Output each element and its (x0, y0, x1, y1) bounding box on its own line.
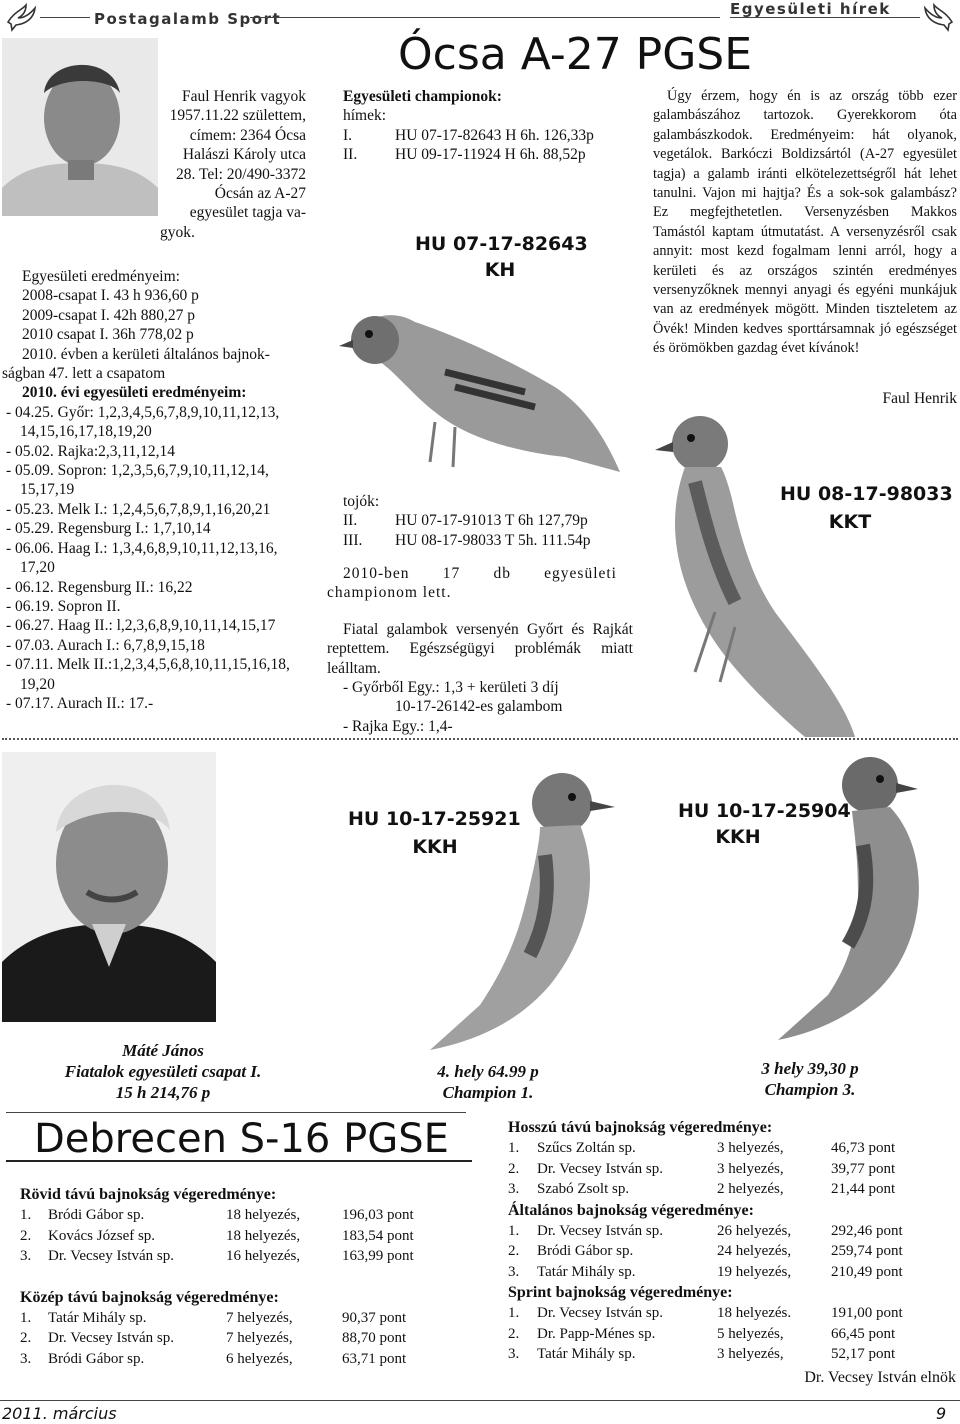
champion-text: HU 07-17-82643 H 6h. 126,33p (395, 126, 594, 144)
tojok-label: tojók: (343, 493, 380, 510)
results-table (508, 1303, 903, 1365)
caption-bird3 (395, 1061, 581, 1103)
pigeon-photo-25904 (658, 745, 958, 1045)
young-birds-text: Fiatal galambok versenyén Győrt és Rajkát reptettem. Egészségügyi problémák miatt leálltam. (327, 621, 633, 677)
results-table (20, 1308, 406, 1370)
points-cell: 196,03 pont (342, 1207, 414, 1223)
place-cell: 5 helyezés, (717, 1325, 784, 1342)
place-cell: 3 helyezés, (717, 1160, 784, 1177)
champions-heading: Egyesületi championok: (343, 88, 502, 105)
rank-cell: 2. (20, 1227, 32, 1244)
header-rule-right (730, 17, 920, 18)
section-heading: Rövid távú bajnokság végeredménye: (20, 1186, 277, 1203)
name-cell: Dr. Vecsey István sp. (537, 1305, 663, 1321)
results-line: ságban 47. lett a csapatom (2, 365, 166, 383)
results-line: 2010 csapat I. 36h 778,02 p (22, 326, 194, 344)
bird1-ring-label: HU 07-17-82643 (415, 233, 588, 255)
year-result: - 07.17. Aurach II.: 17.- (6, 694, 154, 712)
champion-row (343, 145, 633, 164)
year-result: - 06.27. Haag II.: l,2,3,6,8,9,10,11,14,15,17 (6, 617, 276, 635)
points-cell: 66,45 pont (831, 1325, 896, 1342)
caption-line: 15 h 214,76 p (115, 1083, 211, 1102)
caption-bird4 (717, 1058, 903, 1100)
points-cell: 259,74 pont (831, 1243, 903, 1259)
table-row (508, 1179, 895, 1200)
caption-mate-janos (40, 1040, 286, 1103)
rank-cell: 3. (508, 1181, 520, 1197)
intro-line: 28. Tel: 20/490-3372 (176, 165, 306, 183)
table-row (508, 1138, 895, 1159)
club-title-ocsa: Ócsa A-27 PGSE (398, 29, 753, 80)
bird1-sex-label: KH (484, 259, 516, 281)
name-cell: Tatár Mihály sp. (48, 1309, 147, 1326)
table-row (508, 1241, 903, 1262)
name-cell: Kovács József sp. (48, 1227, 156, 1244)
place-cell: 18 helyezés, (226, 1227, 301, 1244)
points-cell: 292,46 pont (831, 1222, 903, 1239)
rank-cell: 3. (20, 1350, 32, 1367)
table-row (20, 1328, 406, 1349)
section-heading: Sprint bajnokság végeredménye: (508, 1284, 733, 1301)
points-cell: 63,71 pont (342, 1350, 407, 1367)
intro-line: gyok. (160, 223, 195, 241)
rank: III. (343, 531, 363, 549)
year-result: - 04.25. Győr: 1,2,3,4,5,6,7,8,9,10,11,12,13, 14,15,16,17,18,19,20 (6, 403, 280, 441)
intro-line: egyesület tagja va- (189, 204, 306, 222)
year-result: - 06.12. Regensburg II.: 16,22 (6, 578, 193, 596)
page-number: 9 (936, 1404, 947, 1423)
champion-text: HU 09-17-11924 H 6h. 88,52p (395, 146, 586, 164)
club-results (2, 267, 308, 713)
intro-line: Faul Henrik vagyok (182, 88, 306, 105)
caption-line: Champion 3. (764, 1080, 856, 1099)
year-results-heading: 2010. évi egyesületi eredményeim: (22, 384, 247, 402)
dove-logo-right-icon (922, 2, 956, 32)
place-cell: 7 helyezés, (226, 1330, 293, 1346)
issue-date: 2011. március (2, 1404, 117, 1423)
debrecen-left-results (20, 1184, 414, 1369)
name-cell: Tatár Mihály sp. (537, 1346, 636, 1362)
name-cell: Szűcs Zoltán sp. (537, 1140, 636, 1156)
bird4-sex-label: KKH (715, 826, 761, 848)
debrecen-right-results (508, 1117, 903, 1365)
champion-text: HU 07-17-91013 T 6h 127,79p (395, 512, 588, 530)
name-cell: Dr. Vecsey István sp. (537, 1160, 663, 1177)
place-cell: 19 helyezés, (717, 1263, 792, 1280)
name-cell: Dr. Vecsey István sp. (48, 1330, 174, 1346)
pigeon-photo-25921 (330, 745, 630, 1055)
bird2-sex-label: KKT (828, 511, 872, 533)
place-cell: 26 helyezés, (717, 1222, 792, 1239)
bird3-sex-label: KKH (412, 836, 458, 858)
portrait-faul-henrik (2, 38, 158, 216)
header-rule (40, 17, 90, 18)
intro-text (160, 87, 306, 242)
rank-cell: 1. (508, 1140, 520, 1156)
results-table (508, 1138, 895, 1200)
intro-line: 1957.11.22 születtem, (169, 107, 306, 125)
rank-cell: 3. (508, 1263, 520, 1280)
caption-line: Champion 1. (442, 1083, 534, 1102)
place-cell: 18 helyezés, (226, 1207, 301, 1223)
points-cell: 21,44 pont (831, 1181, 896, 1197)
results-line: 2008-csapat I. 43 h 936,60 p (22, 287, 199, 305)
debrecen-bottom-rule (6, 1160, 472, 1162)
name-cell: Bródi Gábor sp. (48, 1207, 145, 1223)
young-line: - Rajka Egy.: 1,4- (343, 717, 453, 735)
name-cell: Dr. Vecsey István sp. (48, 1248, 174, 1264)
points-cell: 191,00 pont (831, 1305, 903, 1321)
rank-cell: 2. (20, 1330, 32, 1346)
himek-label: hímek: (343, 107, 387, 125)
section-name: Egyesületi hírek (730, 0, 891, 18)
table-row (508, 1303, 903, 1324)
bird3-ring-label: HU 10-17-25921 (348, 808, 521, 830)
young-line: - Győrből Egy.: 1,3 + kerületi 3 díj (343, 679, 559, 696)
place-cell: 24 helyezés, (717, 1243, 792, 1259)
rank-cell: 3. (508, 1346, 520, 1362)
caption-line: Fiatalok egyesületi csapat I. (64, 1062, 262, 1081)
name-cell: Dr. Papp-Ménes sp. (537, 1325, 656, 1342)
signature-vecsey: Dr. Vecsey István elnök (804, 1369, 956, 1386)
dove-logo-left-icon (4, 2, 38, 32)
results-table (508, 1221, 903, 1283)
table-row (20, 1308, 406, 1329)
year-result: - 06.19. Sopron II. (6, 597, 121, 615)
pigeon-photo-82643 (335, 222, 625, 482)
champion-row (343, 531, 633, 550)
name-cell: Tatár Mihály sp. (537, 1263, 636, 1280)
bird4-ring-label: HU 10-17-25904 (678, 800, 851, 822)
place-cell: 18 helyezés. (717, 1305, 792, 1321)
name-cell: Szabó Zsolt sp. (537, 1181, 630, 1197)
champion-row (343, 511, 633, 530)
place-cell: 3 helyezés, (717, 1140, 784, 1156)
table-row (20, 1246, 414, 1267)
place-cell: 16 helyezés, (226, 1248, 301, 1264)
table-row (508, 1221, 903, 1242)
rank-cell: 1. (20, 1207, 32, 1223)
signature-faul: Faul Henrik (882, 390, 957, 407)
champion-text: HU 08-17-98033 T 5h. 111.54p (395, 531, 591, 549)
year-result: - 06.06. Haag I.: 1,3,4,6,8,9,10,11,12,13,16, 17,20 (6, 539, 278, 577)
points-cell: 46,73 pont (831, 1140, 896, 1156)
caption-line: 4. hely 64.99 p (437, 1062, 539, 1081)
intro-line: Ócsán az A-27 (214, 185, 306, 203)
young-line: 10-17-26142-es galambom (395, 698, 563, 716)
year-result: - 07.11. Melk II.:1,2,3,4,5,6,8,10,11,15,16,18, 19,20 (6, 656, 290, 693)
footer-rule (0, 1400, 960, 1401)
place-cell: 2 helyezés, (717, 1181, 784, 1197)
rank: II. (343, 512, 358, 530)
rank-cell: 2. (508, 1160, 520, 1177)
place-cell: 6 helyezés, (226, 1350, 293, 1367)
points-cell: 183,54 pont (342, 1227, 414, 1244)
results-table (20, 1205, 414, 1267)
points-cell: 88,70 pont (342, 1330, 407, 1346)
points-cell: 90,37 pont (342, 1309, 407, 1326)
young-birds-list (343, 678, 633, 736)
table-row (20, 1205, 414, 1226)
rank: I. (343, 126, 353, 144)
results-line: 2009-csapat I. 42h 880,27 p (22, 306, 196, 324)
year-result: - 05.29. Regensburg I.: 1,7,10,14 (6, 520, 211, 538)
rank-cell: 1. (508, 1222, 520, 1239)
intro-line: Halászi Károly utca (182, 146, 306, 164)
points-cell: 163,99 pont (342, 1248, 414, 1264)
rank-cell: 3. (20, 1248, 32, 1264)
debrecen-top-rule (6, 1112, 466, 1113)
table-row (20, 1226, 414, 1247)
champions-block (343, 87, 633, 165)
rank: II. (343, 146, 358, 164)
points-cell: 210,49 pont (831, 1263, 903, 1280)
name-cell: Bródi Gábor sp. (537, 1243, 634, 1259)
name-cell: Bródi Gábor sp. (48, 1350, 145, 1367)
section-heading: Hosszú távú bajnokság végeredménye: (508, 1119, 773, 1136)
results-line: 2010. évben a kerületi általános bajnok- (22, 345, 270, 363)
year-result: - 05.09. Sopron: 1,2,3,5,6,7,9,10,11,12,14, 15,17,19 (6, 462, 269, 499)
bird2-ring-label: HU 08-17-98033 (780, 483, 953, 505)
section-divider (2, 738, 958, 740)
intro-line: címem: 2364 Ócsa (189, 126, 306, 144)
points-cell: 39,77 pont (831, 1160, 896, 1177)
rank-cell: 1. (508, 1305, 520, 1321)
pigeon-photo-98033 (655, 412, 955, 742)
rank-cell: 1. (20, 1309, 32, 1326)
place-cell: 3 helyezés, (717, 1346, 784, 1362)
caption-line: 3 hely 39,30 p (761, 1059, 859, 1078)
year-result: - 05.23. Melk I.: 1,2,4,5,6,7,8,9,1,16,20,21 (6, 500, 271, 518)
table-row (508, 1262, 903, 1283)
points-cell: 52,17 pont (831, 1346, 896, 1362)
name-cell: Dr. Vecsey István sp. (537, 1222, 663, 1239)
year-result: - 05.02. Rajka:2,3,11,12,14 (6, 442, 176, 460)
tojok-block (343, 492, 633, 550)
header-rule-mid (250, 17, 720, 18)
results-line: Egyesületi eredményeim: (22, 268, 180, 285)
personal-story: Úgy érzem, hogy én is az ország több ezer galambászához tartozok. Gyerekkorom óta galambászkodok. Eredményeim: hát olyanok, vegetálok. Barkóczi Boldizsártól (A-27 egyesület tagja) a galamb iránti elkötelezettségről hát lehet tanulni. Vajon mi hajtja? És a sok-sok galambász? Ez megfejthetetlen. Versenyzésben Makkos Tamástól kaptam útmutatást. A versenyzésről csak annyit: most kezd fogalmam lenni arról, hogy a kerületi és az országos szintén eredményes versenyzőknek mennyi anyagi és egyéni munkájuk van az eredmények mögött. Minden tiszteletem az Övék! Minden kedves sporttársamnak jó egészséget és örömökben gazdag évet kívánok! (653, 88, 957, 357)
champion-row (343, 126, 633, 145)
section-heading: Közép távú bajnokság végeredménye: (20, 1288, 279, 1306)
magazine-name: Postagalamb Sport (94, 10, 282, 28)
section-heading: Általános bajnokság végeredménye: (508, 1201, 754, 1219)
table-row (508, 1324, 903, 1345)
table-row (508, 1159, 895, 1180)
portrait-mate-janos (2, 752, 216, 1022)
rank-cell: 2. (508, 1243, 520, 1259)
place-cell: 7 helyezés, (226, 1309, 293, 1326)
table-row (20, 1349, 406, 1370)
rank-cell: 2. (508, 1325, 520, 1342)
table-row (508, 1344, 903, 1365)
champion-note: 2010-ben 17 db egyesületi championom lett. (327, 565, 617, 602)
year-result: - 07.03. Aurach I.: 6,7,8,9,15,18 (6, 636, 205, 654)
club-title-debrecen: Debrecen S-16 PGSE (34, 1116, 449, 1162)
caption-line: Máté János (122, 1041, 204, 1060)
